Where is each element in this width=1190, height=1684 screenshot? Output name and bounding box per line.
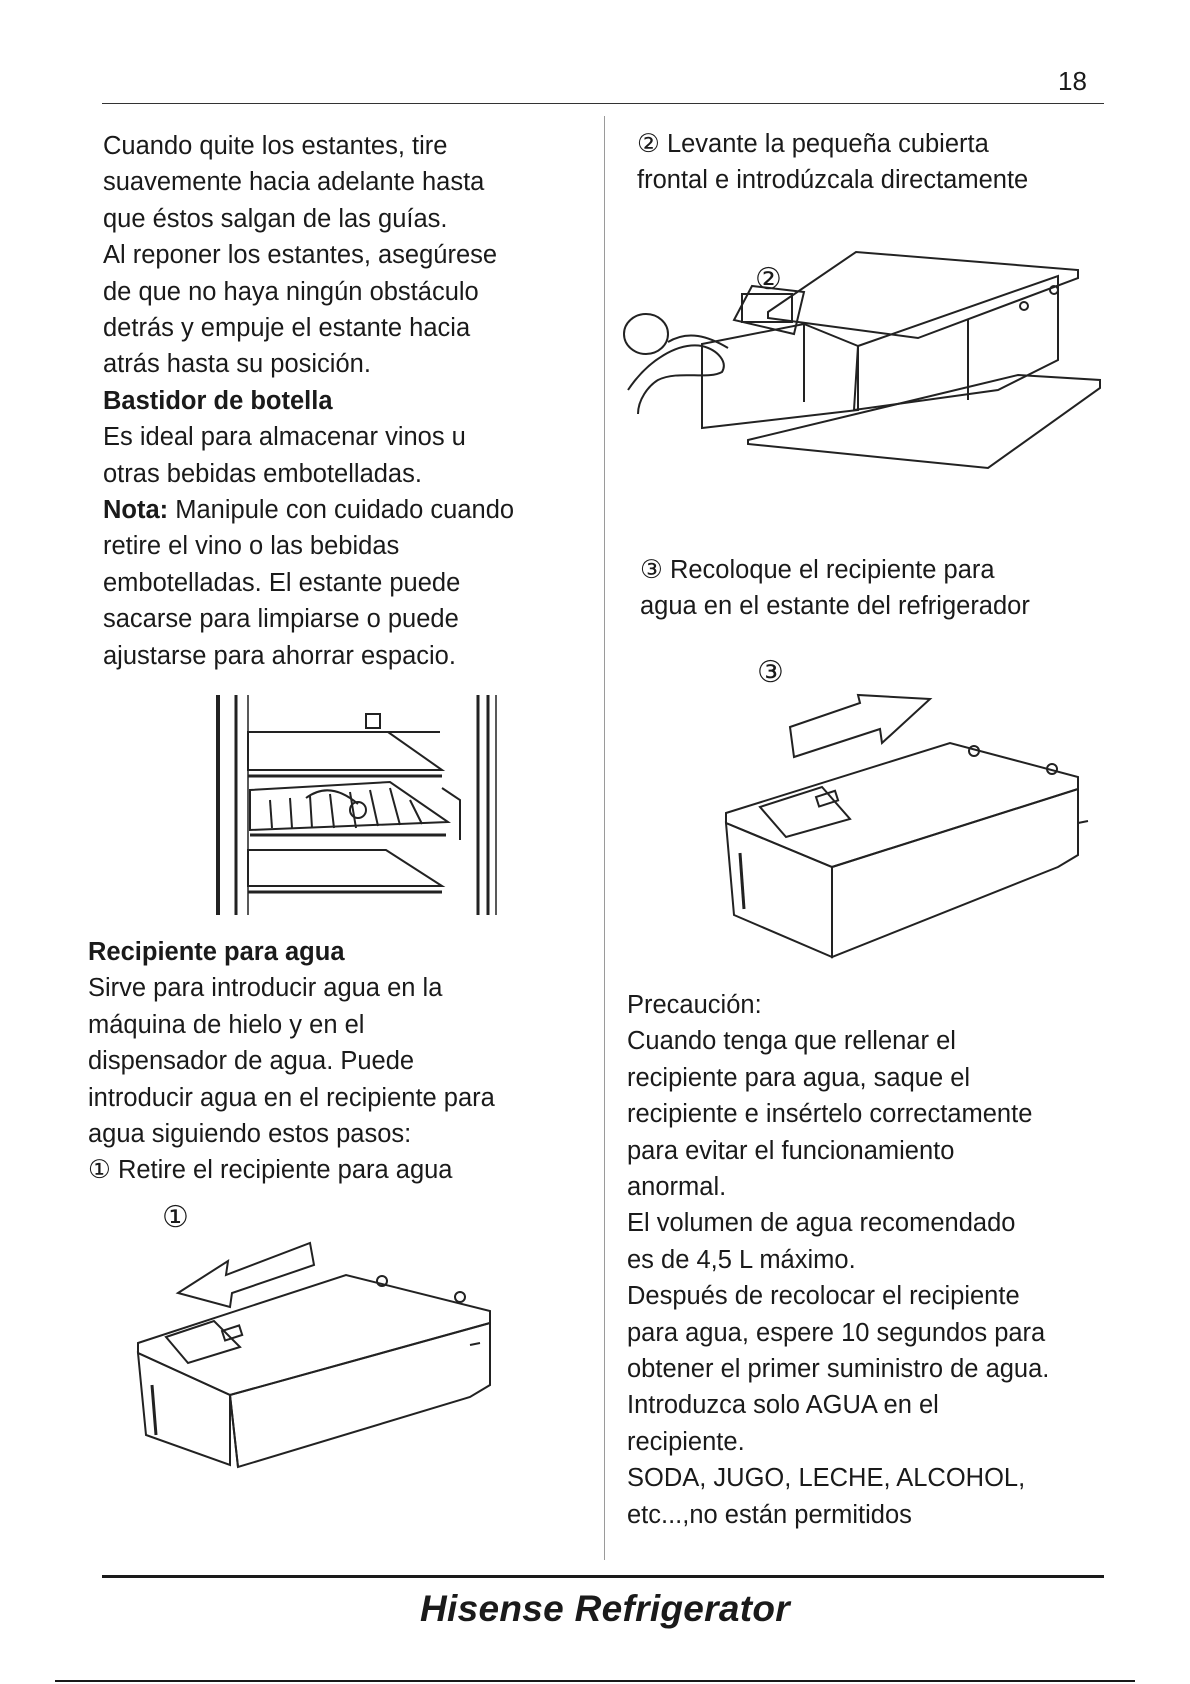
bottle-rack-heading: Bastidor de botella bbox=[103, 386, 333, 415]
caution-title: Precaución: bbox=[627, 991, 762, 1019]
text-line: Al reponer los estantes, asegúrese bbox=[103, 241, 498, 270]
note-label: Nota: bbox=[103, 496, 169, 525]
caution-line: Introduzca solo AGUA en el bbox=[627, 1391, 939, 1420]
page-number: 18 bbox=[1058, 66, 1087, 96]
caution-line: obtener el primer suministro de agua. bbox=[627, 1355, 1050, 1384]
header-rule bbox=[102, 103, 1104, 104]
caution-line: recipiente para agua, saque el bbox=[627, 1063, 971, 1092]
caution-line: para evitar el funcionamiento bbox=[627, 1136, 955, 1165]
bottle-rack-illustration bbox=[210, 690, 510, 915]
text-line: suavemente hacia adelante hasta bbox=[103, 168, 485, 197]
replace-container-illustration bbox=[720, 695, 1100, 965]
shelf-instructions bbox=[103, 128, 573, 674]
text-line: Sirve para introducir agua en la bbox=[88, 974, 443, 1003]
arrow-left-icon bbox=[178, 1243, 314, 1307]
text-line: atrás hasta su posición. bbox=[103, 350, 371, 379]
arrow-right-icon bbox=[790, 695, 930, 757]
caution-line: recipiente. bbox=[627, 1427, 745, 1456]
text-line: Cuando quite los estantes, tire bbox=[103, 132, 448, 160]
remove-container-illustration bbox=[130, 1235, 510, 1485]
step3-line: agua en el estante del refrigerador bbox=[640, 592, 1030, 621]
text-line: introducir agua en el recipiente para bbox=[88, 1083, 495, 1112]
step1-text: ① Retire el recipiente para agua bbox=[88, 1156, 453, 1185]
caution-line: El volumen de agua recomendado bbox=[627, 1209, 1016, 1238]
caution-line: Cuando tenga que rellenar el bbox=[627, 1027, 956, 1056]
page-bottom-rule bbox=[55, 1680, 1135, 1682]
caution-line: SODA, JUGO, LECHE, ALCOHOL, bbox=[627, 1464, 1026, 1493]
text-line: agua siguiendo estos pasos: bbox=[88, 1120, 412, 1149]
caution-line: para agua, espere 10 segundos para bbox=[627, 1318, 1046, 1347]
caution-line: Después de recolocar el recipiente bbox=[627, 1282, 1020, 1311]
brand-footer: Hisense Refrigerator bbox=[420, 1588, 790, 1629]
text-line: dispensador de agua. Puede bbox=[88, 1047, 415, 1076]
caution-line: anormal. bbox=[627, 1173, 727, 1202]
caution-section bbox=[627, 987, 1107, 1533]
step3-line: ③ Recoloque el recipiente para bbox=[640, 556, 995, 584]
caution-line: etc...,no están permitidos bbox=[627, 1500, 912, 1529]
step2-marker: ② bbox=[755, 262, 782, 297]
insert-container-illustration bbox=[618, 250, 1108, 470]
text-line: sacarse para limpiarse o puede bbox=[103, 605, 459, 634]
water-container-heading: Recipiente para agua bbox=[88, 938, 345, 966]
step2-line: ② Levante la pequeña cubierta bbox=[637, 130, 989, 158]
text-line: máquina de hielo y en el bbox=[88, 1010, 365, 1039]
step2-line: frontal e introdúzcala directamente bbox=[637, 166, 1029, 195]
text-line: ajustarse para ahorrar espacio. bbox=[103, 641, 456, 670]
text-line: que éstos salgan de las guías. bbox=[103, 204, 448, 233]
step1-marker: ① bbox=[162, 1200, 189, 1235]
footer-rule bbox=[102, 1575, 1104, 1578]
step2-section bbox=[637, 126, 1097, 199]
text-line: de que no haya ningún obstáculo bbox=[103, 277, 479, 306]
caution-line: recipiente e insértelo correctamente bbox=[627, 1100, 1033, 1129]
text-line: otras bebidas embotelladas. bbox=[103, 459, 422, 488]
step3-marker: ③ bbox=[757, 655, 784, 690]
text-line: Es ideal para almacenar vinos u bbox=[103, 423, 466, 452]
note-text: Manipule con cuidado cuando bbox=[168, 496, 515, 525]
note-line bbox=[103, 492, 573, 528]
caution-line: es de 4,5 L máximo. bbox=[627, 1245, 856, 1274]
column-divider bbox=[604, 116, 605, 1560]
text-line: embotelladas. El estante puede bbox=[103, 568, 461, 597]
text-line: detrás y empuje el estante hacia bbox=[103, 314, 471, 343]
text-line: retire el vino o las bebidas bbox=[103, 532, 400, 561]
water-container-section bbox=[88, 934, 588, 1189]
step3-section bbox=[640, 552, 1100, 625]
